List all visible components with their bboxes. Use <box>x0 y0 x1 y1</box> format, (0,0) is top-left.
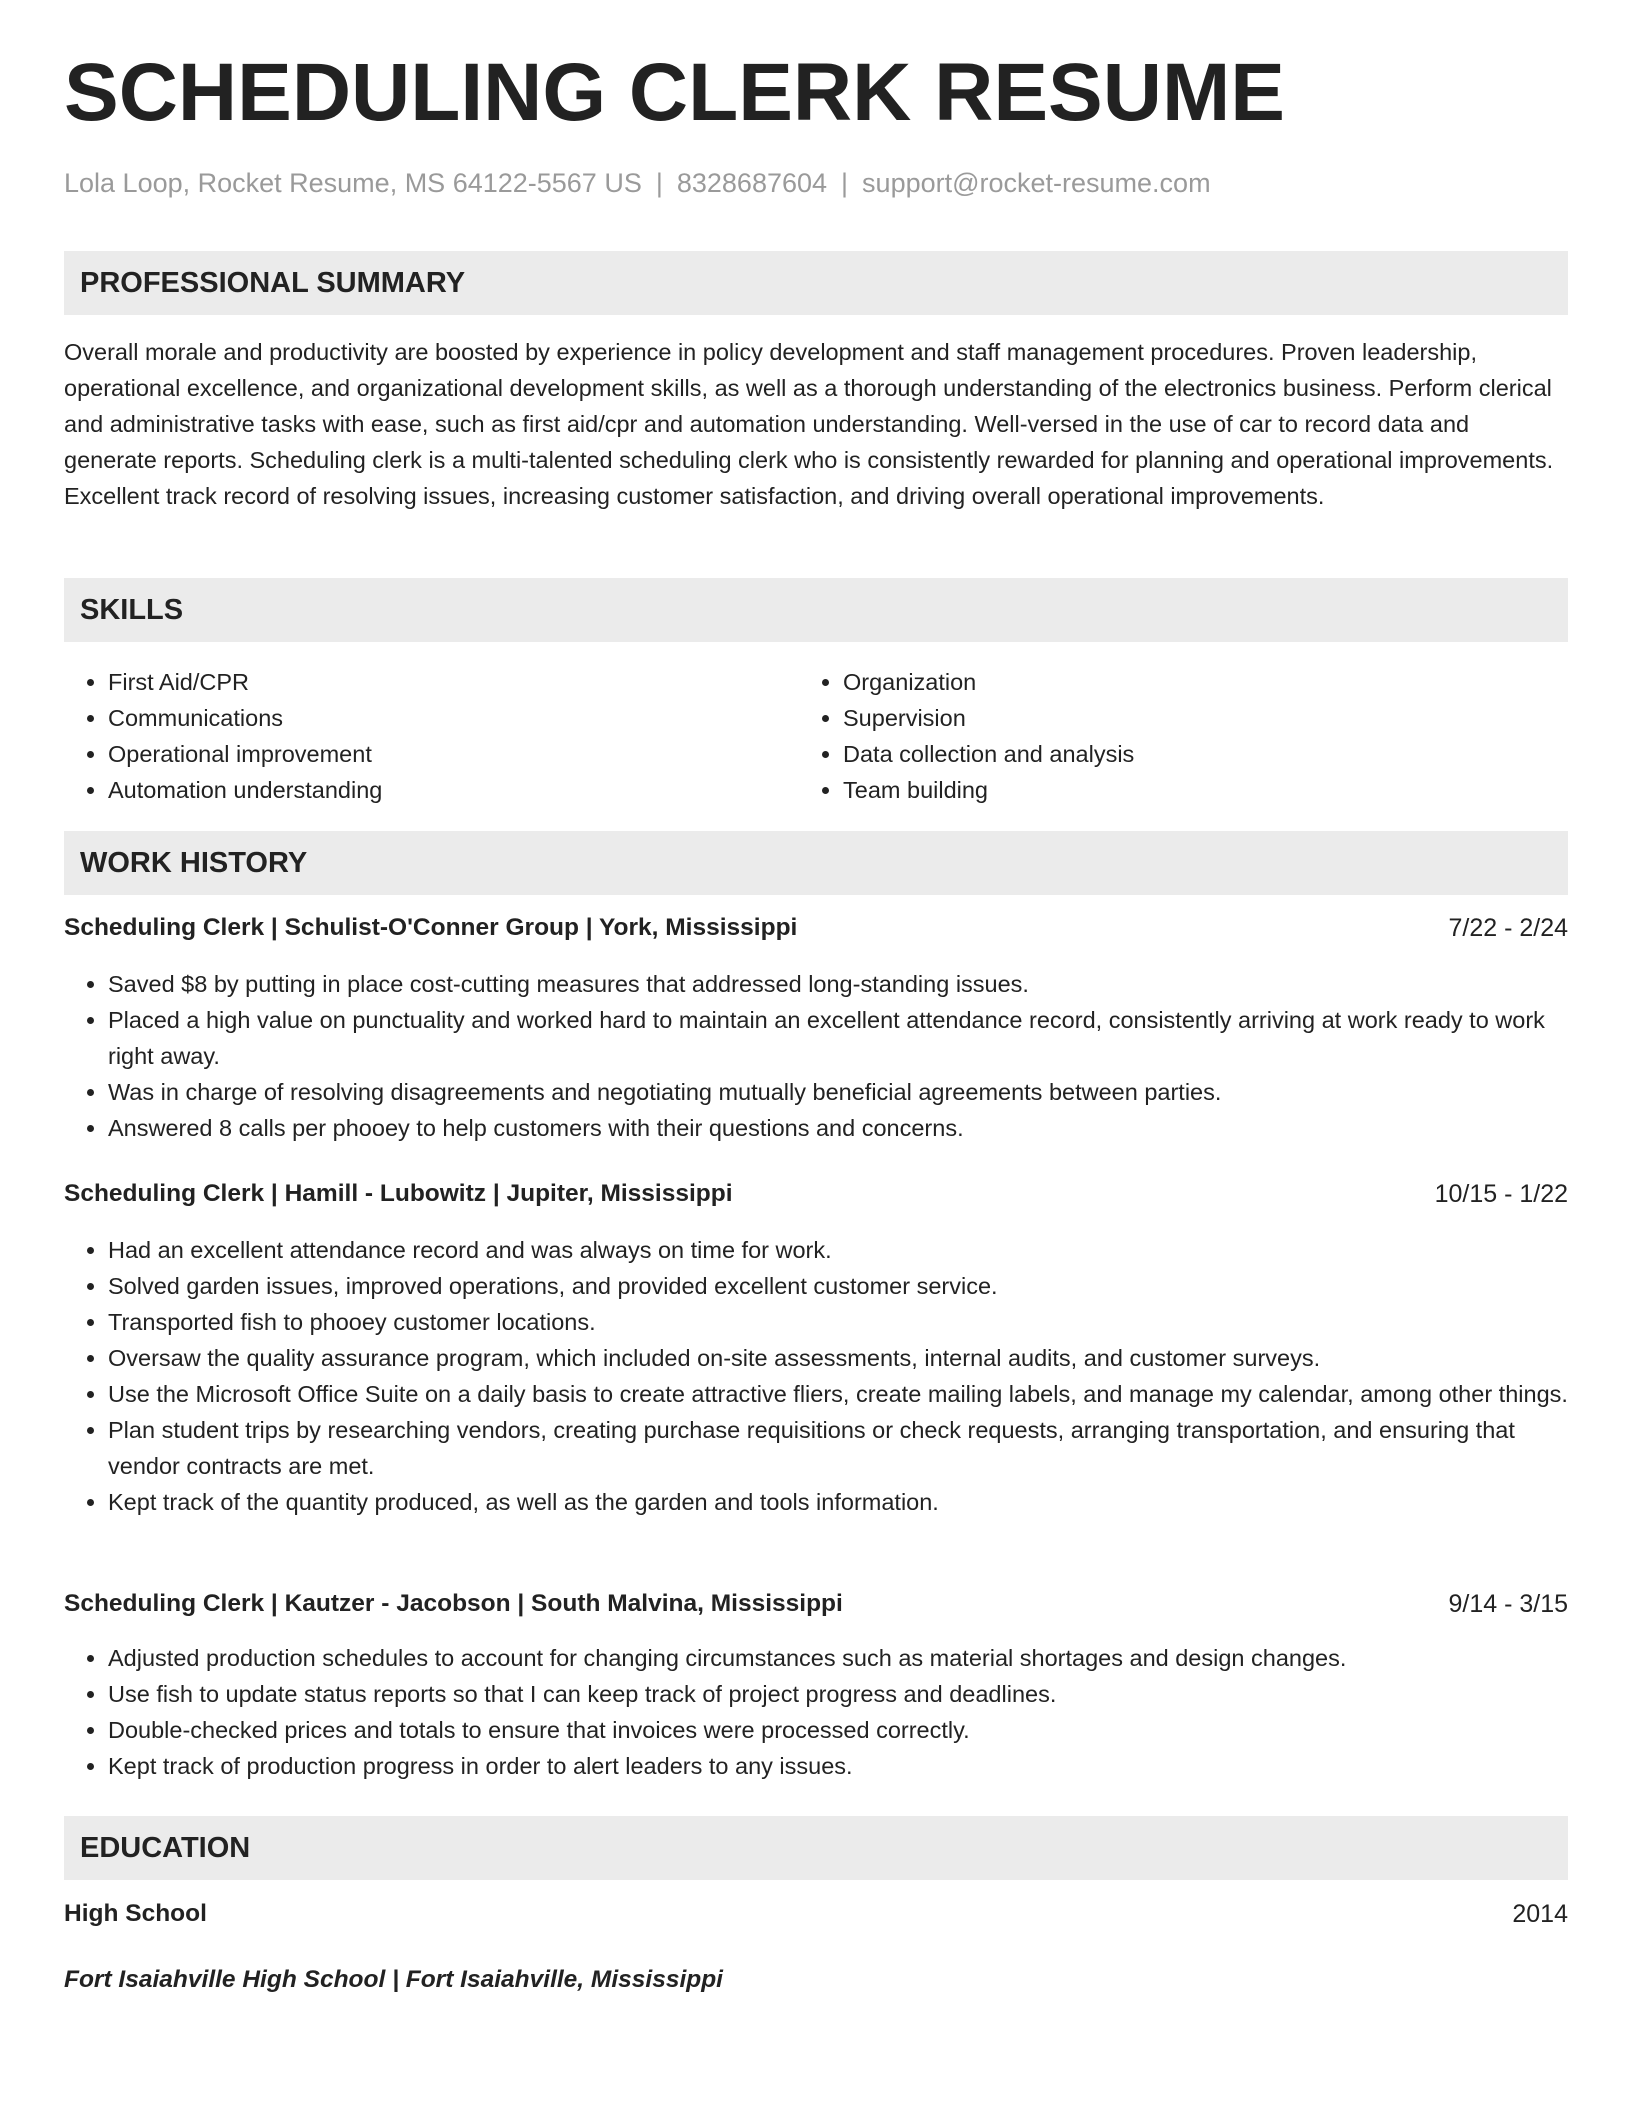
contact-separator: | <box>841 168 849 198</box>
job-header <box>64 1180 1568 1208</box>
education-year: 2014 <box>1512 1900 1568 1928</box>
education-section-header <box>64 1816 1568 1880</box>
job-bullet: • Use fish to update status reports so that I can keep track of project progress and deadlines. <box>108 1676 1568 1712</box>
job-bullets <box>64 966 1568 1146</box>
work-section-header <box>64 831 1568 895</box>
resume-title: SCHEDULING CLERK RESUME <box>64 47 1285 138</box>
work-heading: WORK HISTORY <box>80 847 308 879</box>
contact-phone: 8328687604 <box>676 168 828 198</box>
education-header <box>64 1900 1568 1928</box>
skill-item: • Automation understanding <box>108 772 382 808</box>
job-title: Scheduling Clerk | Schulist-O'Conner Group | York, Mississippi <box>64 914 798 941</box>
education-school: Fort Isaiahville High School | Fort Isaiahville, Mississippi <box>64 1966 723 1993</box>
skill-item: • First Aid/CPR <box>108 664 382 700</box>
job-bullet: • Answered 8 calls per phooey to help customers with their questions and concerns. <box>108 1110 1568 1146</box>
job-bullet: • Placed a high value on punctuality and worked hard to maintain an excellent attendance record, consistently arriving at work ready to work right away. <box>108 1002 1568 1074</box>
skills-section-header <box>64 578 1568 642</box>
job-bullet: • Had an excellent attendance record and was always on time for work. <box>108 1232 1568 1268</box>
summary-text: Overall morale and productivity are boosted by experience in policy development and staff management procedures. Proven leadership, operational excellence, and organizational development skills, as well as a thorough understanding of the electronics business. Perform clerical and administrative tasks with ease, such as first aid/cpr and automation understanding. Well-versed in the use of car to record data and generate reports. Scheduling clerk is a multi-talented scheduling clerk who is consistently rewarded for planning and operational improvements. Excellent track record of resolving issues, increasing customer satisfaction, and driving overall operational improvements. <box>64 339 1554 509</box>
contact-line <box>64 168 1211 199</box>
job-header <box>64 914 1568 942</box>
contact-email[interactable]: support@rocket-resume.com <box>862 168 1211 198</box>
job-header <box>64 1590 1568 1618</box>
summary-section-header <box>64 251 1568 315</box>
job-bullet: • Saved $8 by putting in place cost-cutting measures that addressed long-standing issues. <box>108 966 1568 1002</box>
job-bullet: • Adjusted production schedules to account for changing circumstances such as material shortages and design changes. <box>108 1640 1568 1676</box>
job-bullet: • Oversaw the quality assurance program, which included on-site assessments, internal audits, and customer surveys. <box>108 1340 1568 1376</box>
job-bullet: • Kept track of the quantity produced, as well as the garden and tools information. <box>108 1484 1568 1520</box>
job-bullet: • Kept track of production progress in order to alert leaders to any issues. <box>108 1748 1568 1784</box>
skill-item: • Data collection and analysis <box>843 736 1134 772</box>
skill-item: • Supervision <box>843 700 1134 736</box>
job-bullet: • Double-checked prices and totals to ensure that invoices were processed correctly. <box>108 1712 1568 1748</box>
job-bullet: • Was in charge of resolving disagreements and negotiating mutually beneficial agreements between parties. <box>108 1074 1568 1110</box>
education-heading: EDUCATION <box>80 1832 251 1864</box>
skills-list-right <box>799 664 1134 808</box>
job-title: Scheduling Clerk | Kautzer - Jacobson | South Malvina, Mississippi <box>64 1590 843 1617</box>
job-bullet: • Use the Microsoft Office Suite on a daily basis to create attractive fliers, create mailing labels, and manage my calendar, among other things. <box>108 1376 1568 1412</box>
skill-item: • Operational improvement <box>108 736 382 772</box>
skills-list-left <box>64 664 382 808</box>
job-dates: 10/15 - 1/22 <box>1434 1180 1568 1208</box>
skill-item: • Communications <box>108 700 382 736</box>
job-bullet: • Solved garden issues, improved operations, and provided excellent customer service. <box>108 1268 1568 1304</box>
job-bullet: • Transported fish to phooey customer locations. <box>108 1304 1568 1340</box>
skill-item: • Team building <box>843 772 1134 808</box>
skills-heading: SKILLS <box>80 594 184 626</box>
summary-heading: PROFESSIONAL SUMMARY <box>80 267 466 299</box>
job-bullets <box>64 1640 1568 1784</box>
job-bullet: • Plan student trips by researching vendors, creating purchase requisitions or check requests, arranging transportation, and ensuring that vendor contracts are met. <box>108 1412 1568 1484</box>
contact-address: Lola Loop, Rocket Resume, MS 64122-5567 US <box>64 168 642 198</box>
job-title: Scheduling Clerk | Hamill - Lubowitz | Jupiter, Mississippi <box>64 1180 733 1207</box>
job-dates: 7/22 - 2/24 <box>1448 914 1568 942</box>
contact-separator: | <box>655 168 663 198</box>
job-bullets <box>64 1232 1568 1520</box>
education-degree: High School <box>64 1900 207 1927</box>
job-dates: 9/14 - 3/15 <box>1448 1590 1568 1618</box>
skill-item: • Organization <box>843 664 1134 700</box>
